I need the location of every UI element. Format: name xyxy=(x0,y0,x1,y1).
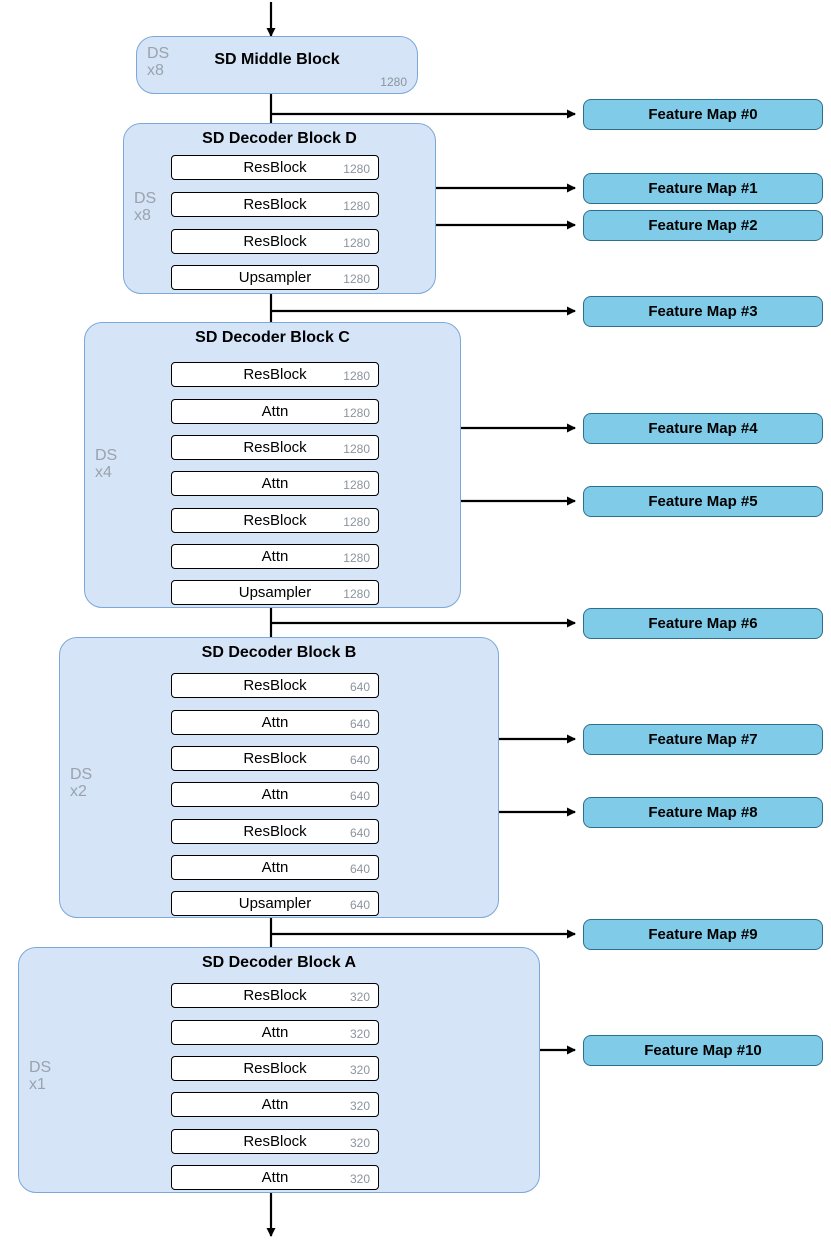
layer-label: Attn xyxy=(261,1169,289,1186)
layer-row[interactable] xyxy=(171,746,379,771)
layer-row[interactable] xyxy=(171,362,379,387)
layer-dim: 320 xyxy=(349,1027,370,1041)
feature-map-label: Feature Map #4 xyxy=(648,420,758,437)
layer-dim: 1280 xyxy=(343,162,370,176)
block-title: SD Decoder Block A xyxy=(201,954,357,971)
downsample-label xyxy=(70,766,92,800)
layer-row[interactable] xyxy=(171,710,379,735)
feature-map-label: Feature Map #6 xyxy=(648,615,758,632)
feature-map-7[interactable] xyxy=(583,724,823,755)
layer-row[interactable] xyxy=(171,580,379,605)
layer-label: ResBlock xyxy=(243,823,307,840)
feature-map-label: Feature Map #0 xyxy=(648,106,758,123)
layer-row[interactable] xyxy=(171,508,379,533)
layer-label: Attn xyxy=(261,1096,289,1113)
layer-row[interactable] xyxy=(171,855,379,880)
layer-dim: 1280 xyxy=(343,406,370,420)
layer-dim: 320 xyxy=(349,990,370,1004)
layer-row[interactable] xyxy=(171,192,379,217)
layer-dim: 640 xyxy=(349,717,370,731)
feature-map-label: Feature Map #9 xyxy=(648,926,758,943)
layer-dim: 1280 xyxy=(343,551,370,565)
feature-map-1[interactable] xyxy=(583,173,823,204)
layer-label: Attn xyxy=(261,475,289,492)
block-title: SD Middle Block xyxy=(214,51,340,68)
layer-row[interactable] xyxy=(171,435,379,460)
block-title: SD Decoder Block D xyxy=(202,130,357,147)
layer-dim: 640 xyxy=(349,826,370,840)
layer-dim: 640 xyxy=(349,789,370,803)
layer-row[interactable] xyxy=(171,1165,379,1190)
layer-label: ResBlock xyxy=(243,1133,307,1150)
layer-dim: 1280 xyxy=(343,442,370,456)
layer-label: Attn xyxy=(261,786,289,803)
layer-label: ResBlock xyxy=(243,677,307,694)
layer-label: ResBlock xyxy=(243,750,307,767)
downsample-label-line2: x1 xyxy=(29,1076,46,1093)
feature-map-3[interactable] xyxy=(583,296,823,327)
layer-dim: 320 xyxy=(349,1099,370,1113)
layer-dim: 640 xyxy=(349,862,370,876)
layer-dim: 1280 xyxy=(343,236,370,250)
layer-dim: 640 xyxy=(349,898,370,912)
block-sd-middle[interactable] xyxy=(136,36,418,94)
layer-row[interactable] xyxy=(171,1129,379,1154)
downsample-label-line1: DS xyxy=(134,190,157,207)
layer-row[interactable] xyxy=(171,1092,379,1117)
layer-label: Attn xyxy=(261,1024,289,1041)
feature-map-label: Feature Map #10 xyxy=(644,1042,762,1059)
layer-label: Upsampler xyxy=(238,269,312,286)
downsample-label-line2: x4 xyxy=(95,464,112,481)
layer-label: ResBlock xyxy=(243,512,307,529)
layer-row[interactable] xyxy=(171,983,379,1008)
layer-label: ResBlock xyxy=(243,159,307,176)
layer-dim: 1280 xyxy=(343,515,370,529)
feature-map-4[interactable] xyxy=(583,413,823,444)
layer-label: ResBlock xyxy=(243,196,307,213)
feature-map-label: Feature Map #7 xyxy=(648,731,758,748)
feature-map-label: Feature Map #1 xyxy=(648,180,758,197)
feature-map-0[interactable] xyxy=(583,99,823,130)
layer-dim: 1280 xyxy=(343,272,370,286)
layer-label: ResBlock xyxy=(243,233,307,250)
layer-dim: 640 xyxy=(349,753,370,767)
layer-row[interactable] xyxy=(171,1020,379,1045)
layer-row[interactable] xyxy=(171,265,379,290)
block-dim: 1280 xyxy=(380,75,407,89)
downsample-label-line2: x8 xyxy=(134,207,151,224)
feature-map-6[interactable] xyxy=(583,608,823,639)
layer-row[interactable] xyxy=(171,471,379,496)
layer-row[interactable] xyxy=(171,673,379,698)
downsample-label xyxy=(147,45,169,79)
feature-map-5[interactable] xyxy=(583,486,823,517)
layer-row[interactable] xyxy=(171,544,379,569)
feature-map-9[interactable] xyxy=(583,919,823,950)
downsample-label-line1: DS xyxy=(147,45,170,62)
layer-label: ResBlock xyxy=(243,439,307,456)
layer-label: Attn xyxy=(261,714,289,731)
block-title: SD Decoder Block C xyxy=(195,329,350,346)
layer-dim: 320 xyxy=(349,1063,370,1077)
feature-map-8[interactable] xyxy=(583,797,823,828)
downsample-label xyxy=(134,190,156,224)
layer-label: ResBlock xyxy=(243,1060,307,1077)
layer-dim: 320 xyxy=(349,1172,370,1186)
feature-map-label: Feature Map #3 xyxy=(648,303,758,320)
layer-dim: 1280 xyxy=(343,369,370,383)
layer-row[interactable] xyxy=(171,891,379,916)
downsample-label-line2: x8 xyxy=(147,62,164,79)
downsample-label xyxy=(95,447,117,481)
layer-label: Attn xyxy=(261,548,289,565)
layer-label: Upsampler xyxy=(238,584,312,601)
layer-label: Attn xyxy=(261,859,289,876)
feature-map-label: Feature Map #5 xyxy=(648,493,758,510)
layer-dim: 1280 xyxy=(343,478,370,492)
layer-row[interactable] xyxy=(171,155,379,180)
feature-map-2[interactable] xyxy=(583,210,823,241)
layer-dim: 320 xyxy=(349,1136,370,1150)
layer-row[interactable] xyxy=(171,399,379,424)
feature-map-label: Feature Map #8 xyxy=(648,804,758,821)
downsample-label-line2: x2 xyxy=(70,783,87,800)
downsample-label-line1: DS xyxy=(29,1059,52,1076)
feature-map-label: Feature Map #2 xyxy=(648,217,758,234)
layer-label: Attn xyxy=(261,403,289,420)
layer-row[interactable] xyxy=(171,1056,379,1081)
layer-row[interactable] xyxy=(171,782,379,807)
layer-label: ResBlock xyxy=(243,987,307,1004)
feature-map-10[interactable] xyxy=(583,1035,823,1066)
downsample-label-line1: DS xyxy=(95,447,118,464)
layer-dim: 640 xyxy=(349,680,370,694)
layer-label: ResBlock xyxy=(243,366,307,383)
layer-dim: 1280 xyxy=(343,199,370,213)
downsample-label xyxy=(29,1059,51,1093)
block-title: SD Decoder Block B xyxy=(201,644,357,661)
layer-row[interactable] xyxy=(171,819,379,844)
layer-label: Upsampler xyxy=(238,895,312,912)
downsample-label-line1: DS xyxy=(70,766,93,783)
layer-row[interactable] xyxy=(171,229,379,254)
layer-dim: 1280 xyxy=(343,587,370,601)
